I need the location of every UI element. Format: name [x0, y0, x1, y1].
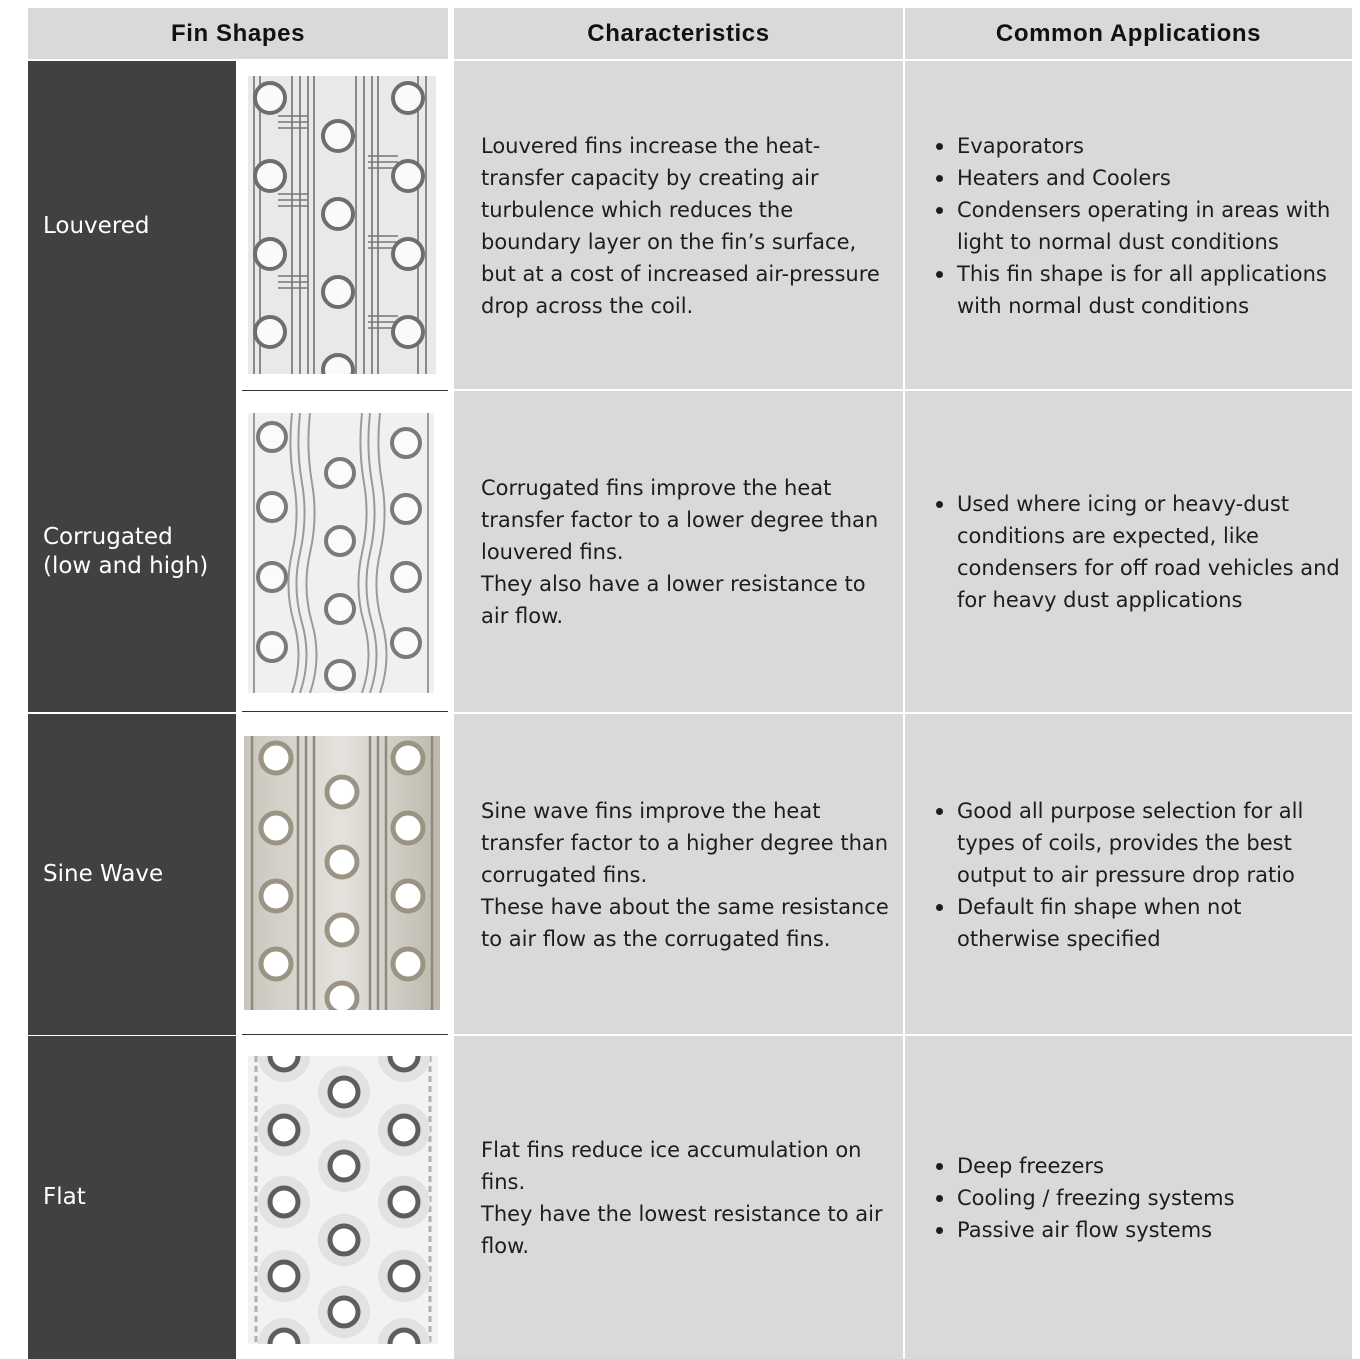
corrugated-fin-image [248, 413, 434, 693]
header-fin-shapes: Fin Shapes [28, 8, 448, 59]
table-row-corrugated [28, 391, 1352, 712]
fin-name-label: Louvered [43, 212, 150, 239]
applications-list [933, 488, 1342, 616]
list-item: Condensers operating in areas with light to normal dust conditions [933, 194, 1342, 258]
applications-list [933, 1150, 1235, 1246]
fin-name-label [43, 523, 208, 581]
characteristics-line: They have the lowest resistance to air flow. [481, 1201, 883, 1258]
sine-wave-fin-image [244, 736, 440, 1010]
list-item: Good all purpose selection for all types of coils, provides the best output to air pressure drop ratio [933, 795, 1342, 891]
characteristics-text [481, 795, 889, 955]
fin-name-cell [28, 1036, 236, 1359]
fin-shapes-table [28, 8, 1352, 1359]
characteristics-line: Corrugated fins improve the heat transfer factor to a lower degree than louvered fins. [481, 475, 879, 564]
fin-name-line: Corrugated [43, 523, 173, 550]
fin-name-label: Sine Wave [43, 861, 164, 887]
applications-cell [905, 391, 1352, 712]
fin-photo-sine-wave [236, 714, 454, 1035]
fin-photo-corrugated [236, 391, 454, 712]
table-row-sine-wave [28, 714, 1352, 1035]
table-row-louvered [28, 61, 1352, 391]
applications-cell [905, 61, 1352, 391]
list-item: Cooling / freezing systems [933, 1182, 1235, 1214]
table-row-flat [28, 1036, 1352, 1359]
header-common-applications: Common Applications [905, 8, 1352, 59]
applications-list [933, 795, 1342, 955]
header-characteristics: Characteristics [454, 8, 903, 59]
fin-photo-louvered [236, 61, 454, 391]
characteristics-line: These have about the same resistance to air flow as the corrugated fins. [481, 894, 889, 951]
applications-cell [905, 714, 1352, 1035]
characteristics-cell [454, 61, 903, 391]
characteristics-cell [454, 714, 903, 1035]
list-item: Evaporators [933, 130, 1342, 162]
divider-rule [242, 711, 448, 712]
applications-list [933, 130, 1342, 322]
characteristics-text [481, 472, 889, 632]
characteristics-line: Sine wave fins improve the heat transfer factor to a higher degree than corrugated fins. [481, 798, 889, 887]
characteristics-text [481, 1134, 889, 1262]
characteristics-line: Flat fins reduce ice accumulation on fins. [481, 1137, 862, 1194]
list-item: Used where icing or heavy-dust conditions are expected, like condensers for off road vehicles and for heavy dust applications [933, 488, 1342, 616]
fin-name-cell [28, 61, 236, 391]
divider-rule [242, 1034, 448, 1035]
flat-fin-image [248, 1056, 438, 1344]
fin-name-cell [28, 714, 236, 1035]
characteristics-cell [454, 1036, 903, 1359]
list-item: Heaters and Coolers [933, 162, 1342, 194]
fin-name-cell [28, 391, 236, 712]
fin-photo-flat [236, 1036, 454, 1359]
characteristics-line: They also have a lower resistance to air flow. [481, 571, 866, 628]
characteristics-cell [454, 391, 903, 712]
list-item: This fin shape is for all applications with normal dust conditions [933, 258, 1342, 322]
list-item: Default fin shape when not otherwise specified [933, 891, 1342, 955]
characteristics-text: Louvered fins increase the heat-transfer capacity by creating air turbulence which reduces the boundary layer on the fin’s surface, but at a cost of increased air-pressure drop across the coil. [481, 134, 880, 318]
fin-name-line: (low and high) [43, 552, 209, 579]
list-item: Deep freezers [933, 1150, 1235, 1182]
louvered-fin-image [248, 76, 436, 374]
applications-cell [905, 1036, 1352, 1359]
fin-name-label: Flat [43, 1184, 86, 1210]
list-item: Passive air flow systems [933, 1214, 1235, 1246]
